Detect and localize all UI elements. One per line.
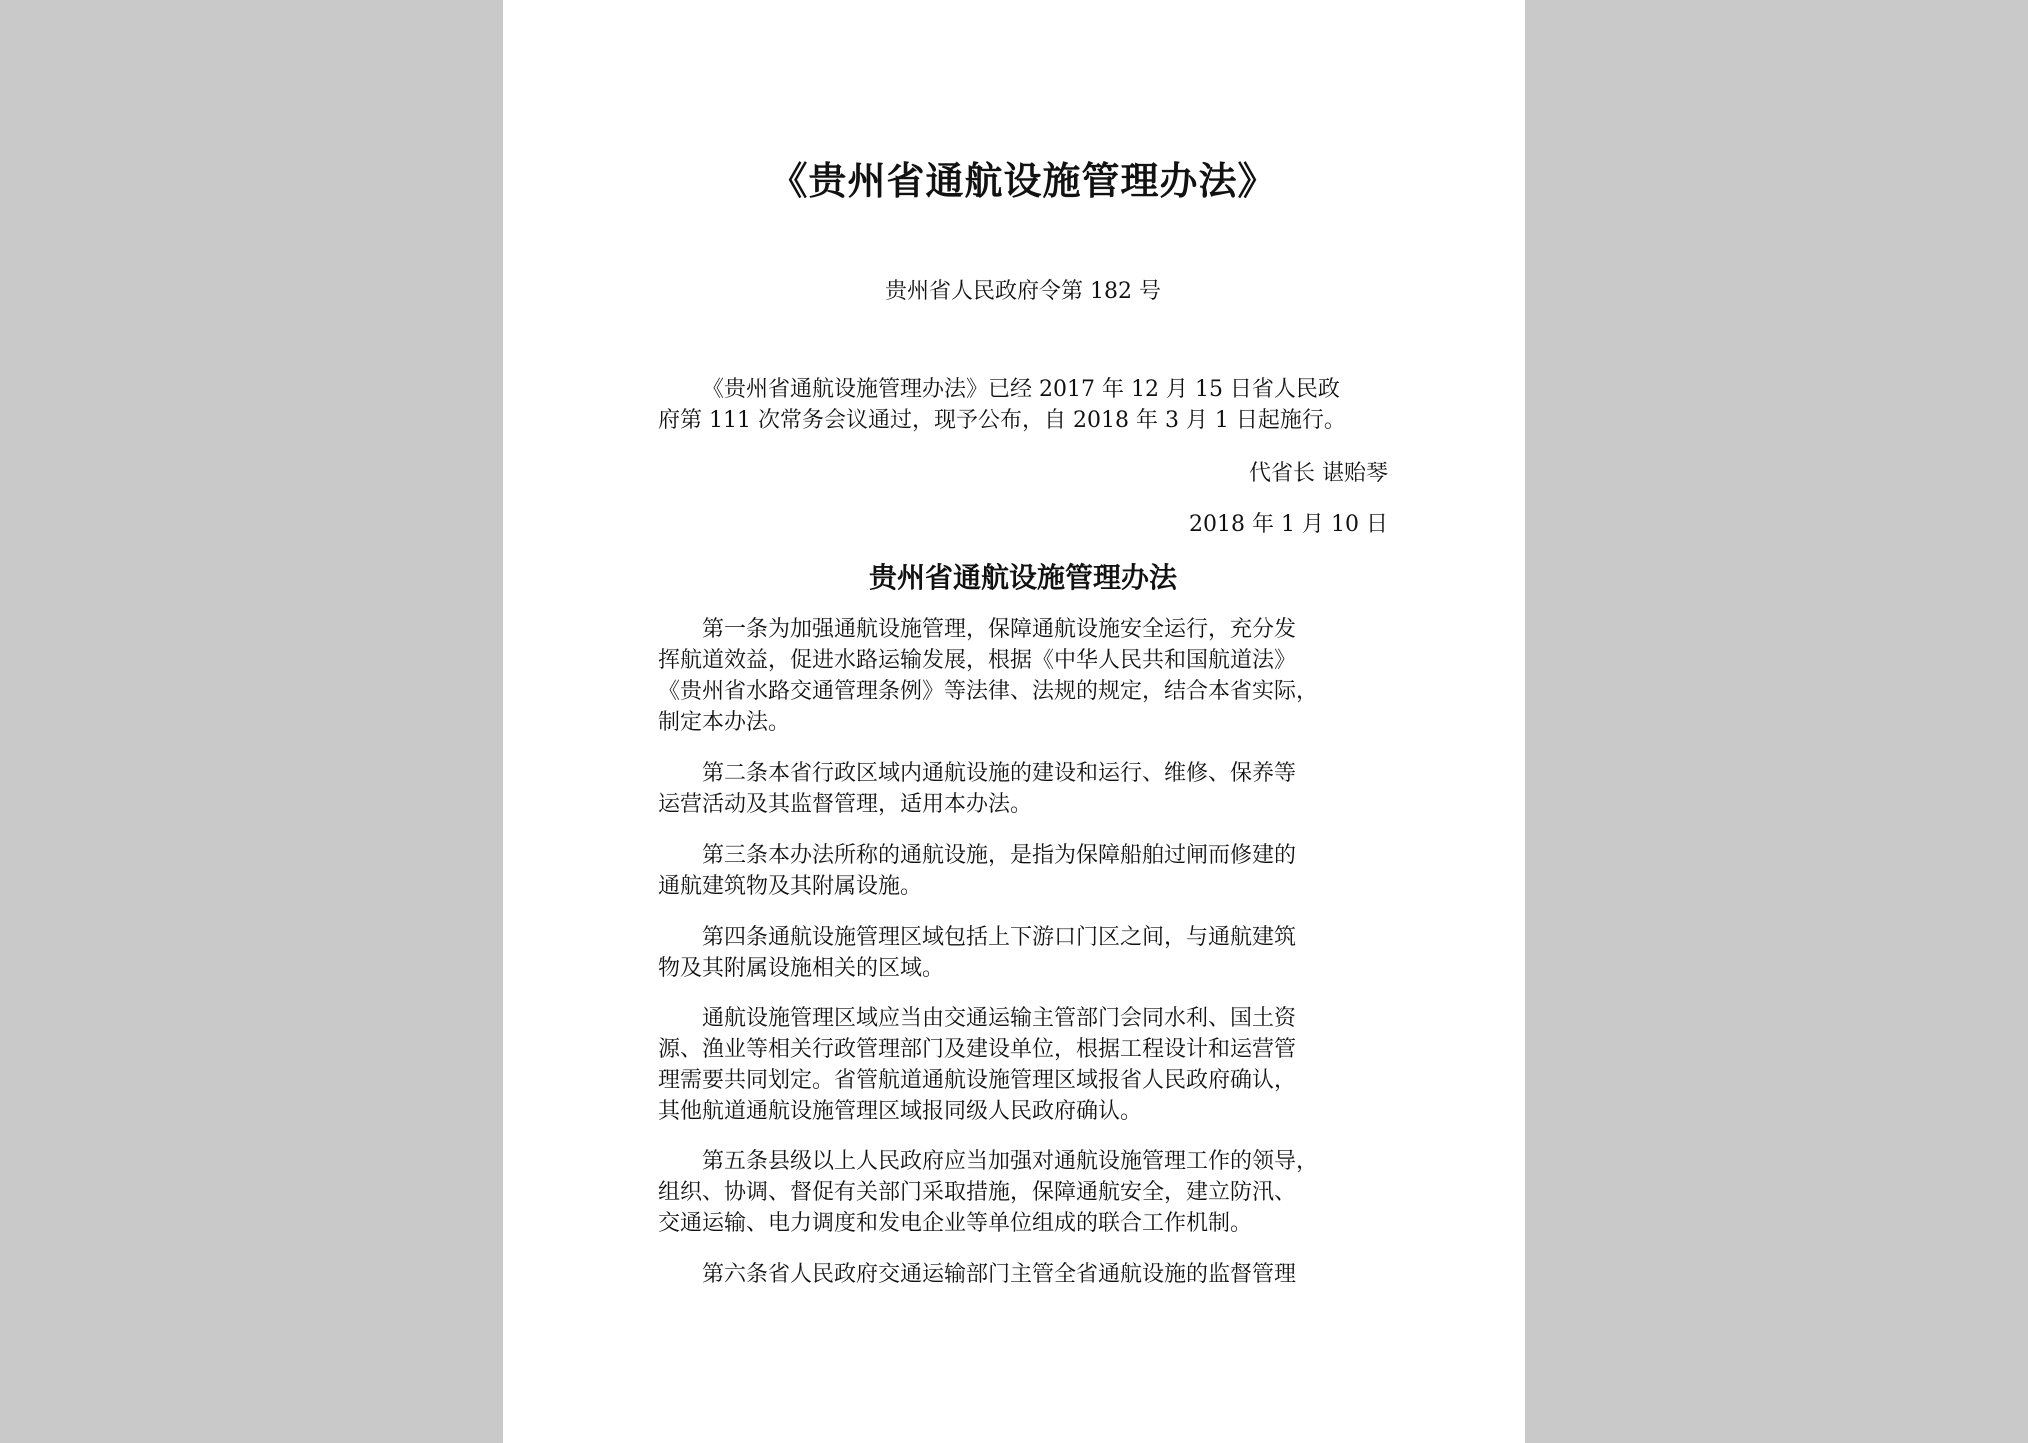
document-page	[503, 0, 1525, 1443]
article-paragraph	[658, 922, 1388, 984]
article-paragraph	[658, 614, 1388, 738]
article-line: 组织、协调、督促有关部门采取措施，保障通航安全，建立防汛、	[658, 1180, 1297, 1205]
article-line: 第四条通航设施管理区域包括上下游口门区之间，与通航建筑	[702, 925, 1297, 950]
order-number: 贵州省人民政府令第 182 号	[885, 279, 1161, 304]
article-line: 源、渔业等相关行政管理部门及建设单位，根据工程设计和运营管	[658, 1037, 1297, 1062]
document-subtitle: 贵州省通航设施管理办法	[868, 561, 1177, 594]
article-paragraph	[658, 1003, 1388, 1127]
document-title: 《贵州省通航设施管理办法》	[769, 158, 1277, 203]
article-line: 第一条为加强通航设施管理，保障通航设施安全运行，充分发	[702, 617, 1297, 642]
intro-line: 《贵州省通航设施管理办法》已经 2017 年 12 月 15 日省人民政	[702, 377, 1340, 402]
article-line: 交通运输、电力调度和发电企业等单位组成的联合工作机制。	[658, 1211, 1253, 1236]
article-line: 制定本办法。	[658, 710, 791, 735]
intro-line: 府第 111 次常务会议通过，现予公布，自 2018 年 3 月 1 日起施行。	[658, 408, 1346, 433]
article-paragraph	[658, 758, 1388, 820]
article-line: 挥航道效益，促进水路运输发展，根据《中华人民共和国航道法》	[658, 648, 1297, 673]
intro-paragraph	[658, 374, 1388, 436]
article-paragraph	[658, 1259, 1388, 1290]
article-paragraph	[658, 840, 1388, 902]
article-line: 理需要共同划定。省管航道通航设施管理区域报省人民政府确认，	[658, 1068, 1297, 1093]
article-paragraph	[658, 1146, 1388, 1239]
signer: 代省长 谌贻琴	[1249, 461, 1388, 486]
article-line: 通航设施管理区域应当由交通运输主管部门会同水利、国土资	[702, 1006, 1297, 1031]
article-line: 第五条县级以上人民政府应当加强对通航设施管理工作的领导，	[702, 1149, 1319, 1174]
article-line: 第六条省人民政府交通运输部门主管全省通航设施的监督管理	[702, 1262, 1297, 1287]
article-line: 第二条本省行政区域内通航设施的建设和运行、维修、保养等	[702, 761, 1297, 786]
article-line: 其他航道通航设施管理区域报同级人民政府确认。	[658, 1099, 1143, 1124]
article-line: 第三条本办法所称的通航设施，是指为保障船舶过闸而修建的	[702, 843, 1297, 868]
article-line: 通航建筑物及其附属设施。	[658, 874, 923, 899]
issue-date: 2018 年 1 月 10 日	[1189, 512, 1388, 537]
article-line: 物及其附属设施相关的区域。	[658, 956, 945, 981]
article-line: 运营活动及其监督管理，适用本办法。	[658, 792, 1033, 817]
article-line: 《贵州省水路交通管理条例》等法律、法规的规定，结合本省实际，	[658, 679, 1319, 704]
